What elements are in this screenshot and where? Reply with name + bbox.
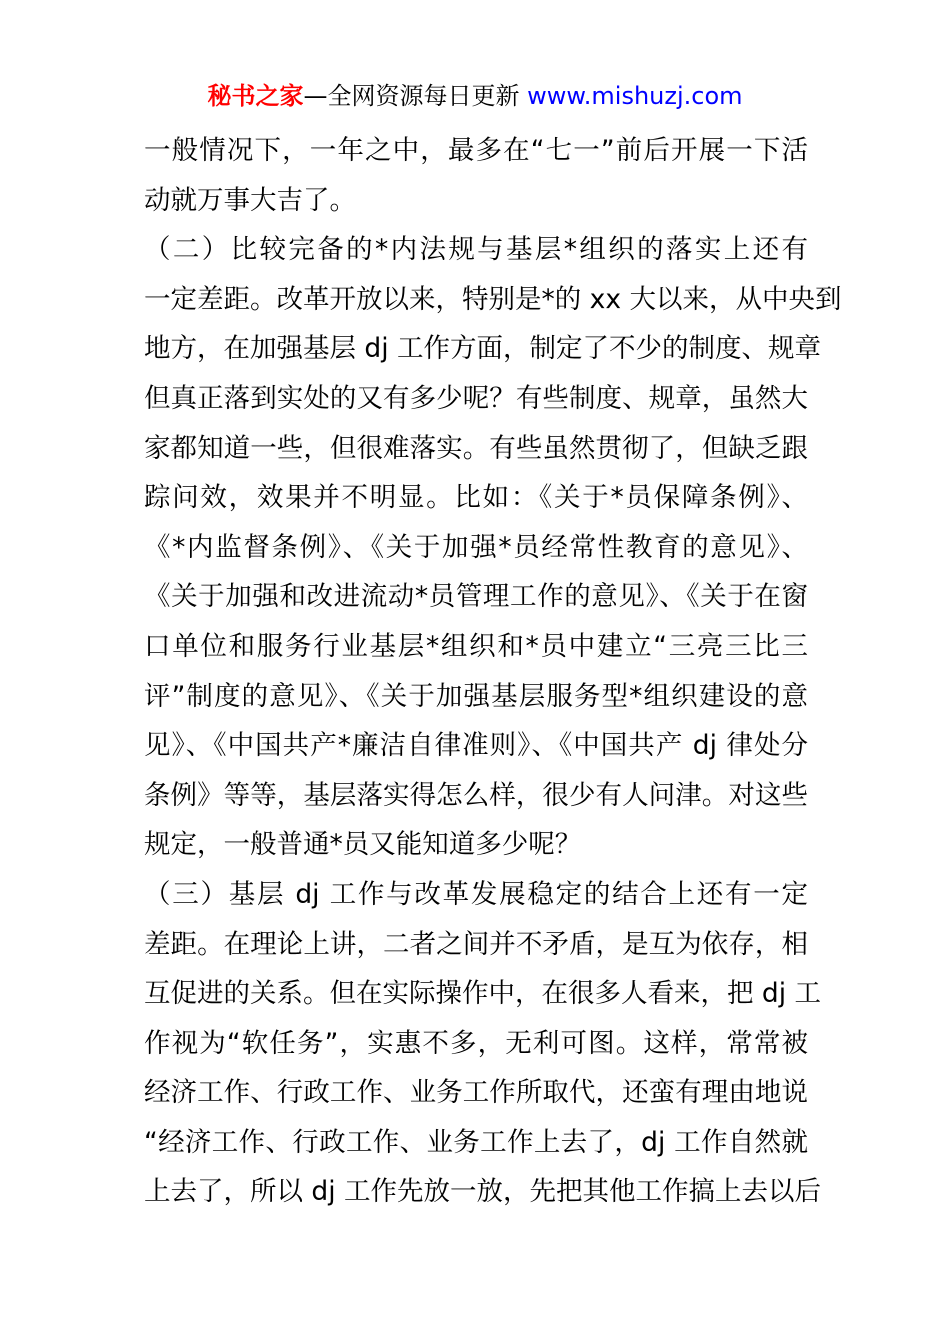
text-line: 动就万事大吉了。 (144, 184, 356, 216)
text-line: “经济工作、行政工作、业务工作上去了，dj 工作自然就 (144, 1126, 808, 1158)
text-line: 经济工作、行政工作、业务工作所取代，还蛮有理由地说 (144, 1077, 808, 1109)
site-name: 秘书之家 (207, 82, 304, 110)
text-line: 家都知道一些，但很难落实。有些虽然贯彻了，但缺乏跟 (144, 432, 808, 464)
text-line: 差距。在理论上讲，二者之间并不矛盾，是互为依存，相 (144, 928, 808, 960)
text-line: 口单位和服务行业基层*组织和*员中建立“三亮三比三 (144, 630, 808, 662)
paragraph-start-line: （二）比较完备的*内法规与基层*组织的落实上还有 (144, 234, 808, 266)
text-line: 互促进的关系。但在实际操作中，在很多人看来，把 dj 工 (144, 978, 822, 1010)
text-line: 评”制度的意见》、《关于加强基层服务型*组织建设的意 (144, 680, 808, 712)
text-line: 《关于加强和改进流动*员管理工作的意见》、《关于在窗 (144, 581, 808, 613)
text-line: 一般情况下，一年之中，最多在“七一”前后开展一下活 (144, 135, 808, 166)
text-line: 作视为“软任务”，实惠不多，无利可图。这样，常常被 (144, 1027, 808, 1059)
text-line: 地方，在加强基层 dj 工作方面，制定了不少的制度、规章 (144, 333, 822, 365)
site-tagline: —全网资源每日更新 (303, 82, 520, 110)
text-line: 《*内监督条例》、《关于加强*员经常性教育的意见》、 (144, 531, 808, 563)
text-line: 上去了，所以 dj 工作先放一放，先把其他工作搞上去以后 (144, 1176, 822, 1208)
text-line: 规定，一般普通*员又能知道多少呢？ (144, 829, 582, 861)
document-body (144, 126, 842, 1217)
paragraph-start-line: （三）基层 dj 工作与改革发展稳定的结合上还有一定 (144, 878, 808, 910)
text-line: 但真正落到实处的又有多少呢？有些制度、规章，虽然大 (144, 382, 808, 414)
text-line: 一定差距。改革开放以来，特别是*的 xx 大以来，从中央到 (144, 283, 842, 315)
text-line: 条例》等等，基层落实得怎么样，很少有人问津。对这些 (144, 779, 808, 811)
site-url-link[interactable]: www.mishuzj.com (527, 82, 743, 110)
text-line: 见》、《中国共产*廉洁自律准则》、《中国共产 dj 律处分 (144, 730, 808, 762)
page-header (0, 78, 950, 114)
text-line: 踪问效，效果并不明显。比如：《关于*员保障条例》、 (144, 482, 808, 514)
